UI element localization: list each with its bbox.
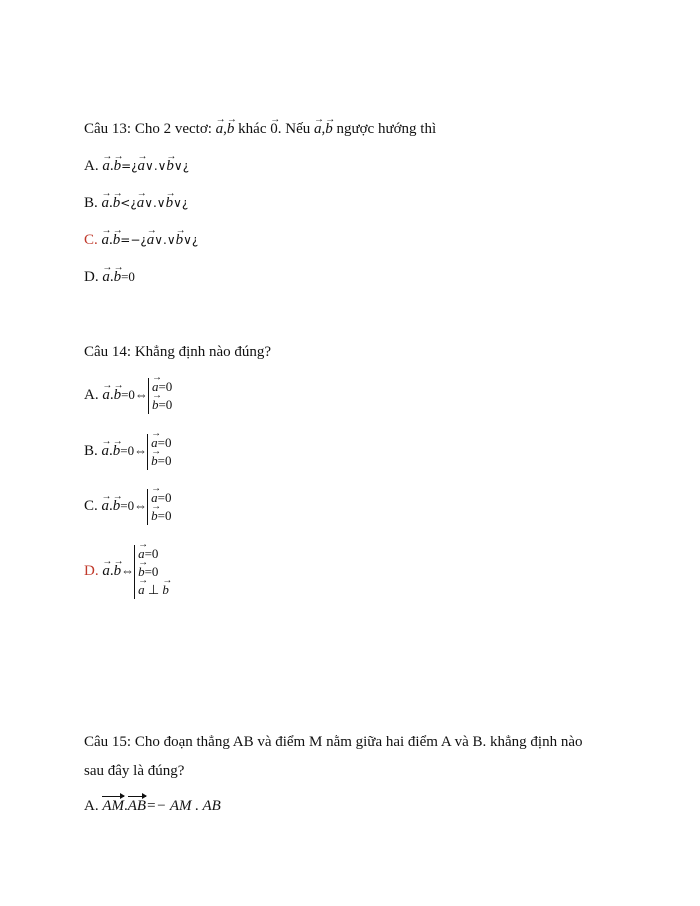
dot: . [109,387,114,403]
math-lhs: =0⇔ [121,387,148,402]
q14-option-d [84,543,169,599]
option-label: A. [84,798,99,814]
q14-option-a [84,376,172,414]
vec-ab: AB [128,795,146,817]
vec-a: → a [102,192,110,214]
system-bracket [147,489,171,525]
dot: . [109,232,113,248]
vec-zero: → 0 [270,118,278,140]
vec-a: → a [102,543,110,599]
vec-b: → b [151,452,158,470]
system-bracket [147,434,171,470]
q13-option-c [84,229,198,251]
math-rhs: =¿ [121,159,138,173]
vec-a: → a [102,229,110,251]
q15-stem-text: Câu 15: Cho đoạn thẳng AB và điểm M nằm giữa hai điểm A và B. khẳng định nào [84,734,583,750]
math-rhs: <¿ [120,196,137,210]
option-label: A. [84,158,99,174]
vec-b: → b [113,192,121,214]
vec-a: → a [152,378,159,396]
perp-symbol: ⊥ [147,581,160,597]
q13-option-d [84,266,135,288]
math-end2: ∨¿ [173,159,190,173]
math-row1: =0 [157,489,172,505]
vec-a: → a [102,487,110,525]
vec-b: → b [162,581,169,599]
math-row1: =0 [158,378,173,394]
vec-b: → b [176,229,184,251]
q15-stem-line1 [84,731,583,753]
math-end: ∨.∨ [144,196,166,210]
math-row2: =0 [157,452,172,468]
option-label: B. [84,195,98,211]
math-rhs: =−¿ [120,233,147,247]
math-row2: =0 [157,507,172,523]
vec-a: → a [314,118,322,140]
math-row2: =0 [144,563,159,579]
vec-a: → a [138,581,145,599]
vec-a: → a [138,155,146,177]
option-label: B. [84,443,98,459]
option-label: C. [84,498,98,514]
vec-a: → a [102,376,110,414]
vec-b: → b [166,192,174,214]
q14-option-c [84,487,171,525]
option-label: D. [84,269,99,285]
math-end: ∨.∨ [154,233,176,247]
vec-a: → a [102,266,110,288]
dot: . [109,158,114,174]
q13-option-b [84,192,188,214]
dot: . [109,269,114,285]
vec-b: → b [151,507,158,525]
q13-stem-text: Câu 13: Cho 2 vectơ: [84,121,212,137]
vec-b: → b [113,487,121,525]
math-rhs: =0 [121,269,135,284]
q13-stem-mid2: . Nếu [277,121,311,137]
q15-stem-line2 [84,760,184,782]
vec-b: → b [114,376,122,414]
vec-b: → b [138,563,145,581]
option-label-correct: D. [84,563,99,579]
q15-stem-text2: sau đây là đúng? [84,763,185,779]
vec-b: → b [152,396,159,414]
q15-option-a [84,795,221,817]
vec-a: → a [137,192,145,214]
vec-am: AM [102,795,124,817]
dot: . [109,195,113,211]
dot: . [109,498,113,514]
q13-stem-end: ngược hướng thì [336,121,437,137]
q13-option-a [84,155,189,177]
vec-a: → a [102,155,110,177]
math-end2: ∨¿ [183,233,199,247]
system-bracket [148,378,172,414]
math-row2: =0 [158,396,173,412]
math-rhs: =− AM . AB [146,798,221,814]
dot: . [109,443,113,459]
vec-a: → a [151,489,158,507]
dot: . [124,798,128,814]
math-row1: =0 [144,545,159,561]
math-lhs: =0⇔ [120,443,148,458]
vec-b: → b [113,229,121,251]
vec-b: → b [114,266,122,288]
math-row1: =0 [157,434,172,450]
vec-b: → b [166,155,174,177]
vec-b: → b [227,118,235,140]
q13-stem: Câu 13: Cho 2 vectơ: → a,→ b khác → 0. Nếu → a,→ b ngược hướng thì [84,118,436,140]
q13-stem-mid: khác [238,121,267,137]
option-label: A. [84,387,99,403]
q14-option-b [84,432,171,470]
vec-a: → a [216,118,224,140]
vec-a: → a [138,545,145,563]
math-end2: ∨¿ [173,196,189,210]
option-label-correct: C. [84,232,98,248]
math-lhs: =0⇔ [120,498,148,513]
vec-a: → a [147,229,155,251]
system-bracket [134,545,169,599]
vec-b: → b [114,543,122,599]
q14-stem [84,341,271,363]
math-end: ∨.∨ [145,159,167,173]
dot: . [109,563,114,579]
vec-a: → a [151,434,158,452]
vec-b: → b [113,432,121,470]
vec-b: → b [114,155,122,177]
vec-a: → a [102,432,110,470]
math-lhs: ⇔ [121,563,135,578]
vec-b: → b [325,118,333,140]
q14-stem-text: Câu 14: Khẳng định nào đúng? [84,344,272,360]
